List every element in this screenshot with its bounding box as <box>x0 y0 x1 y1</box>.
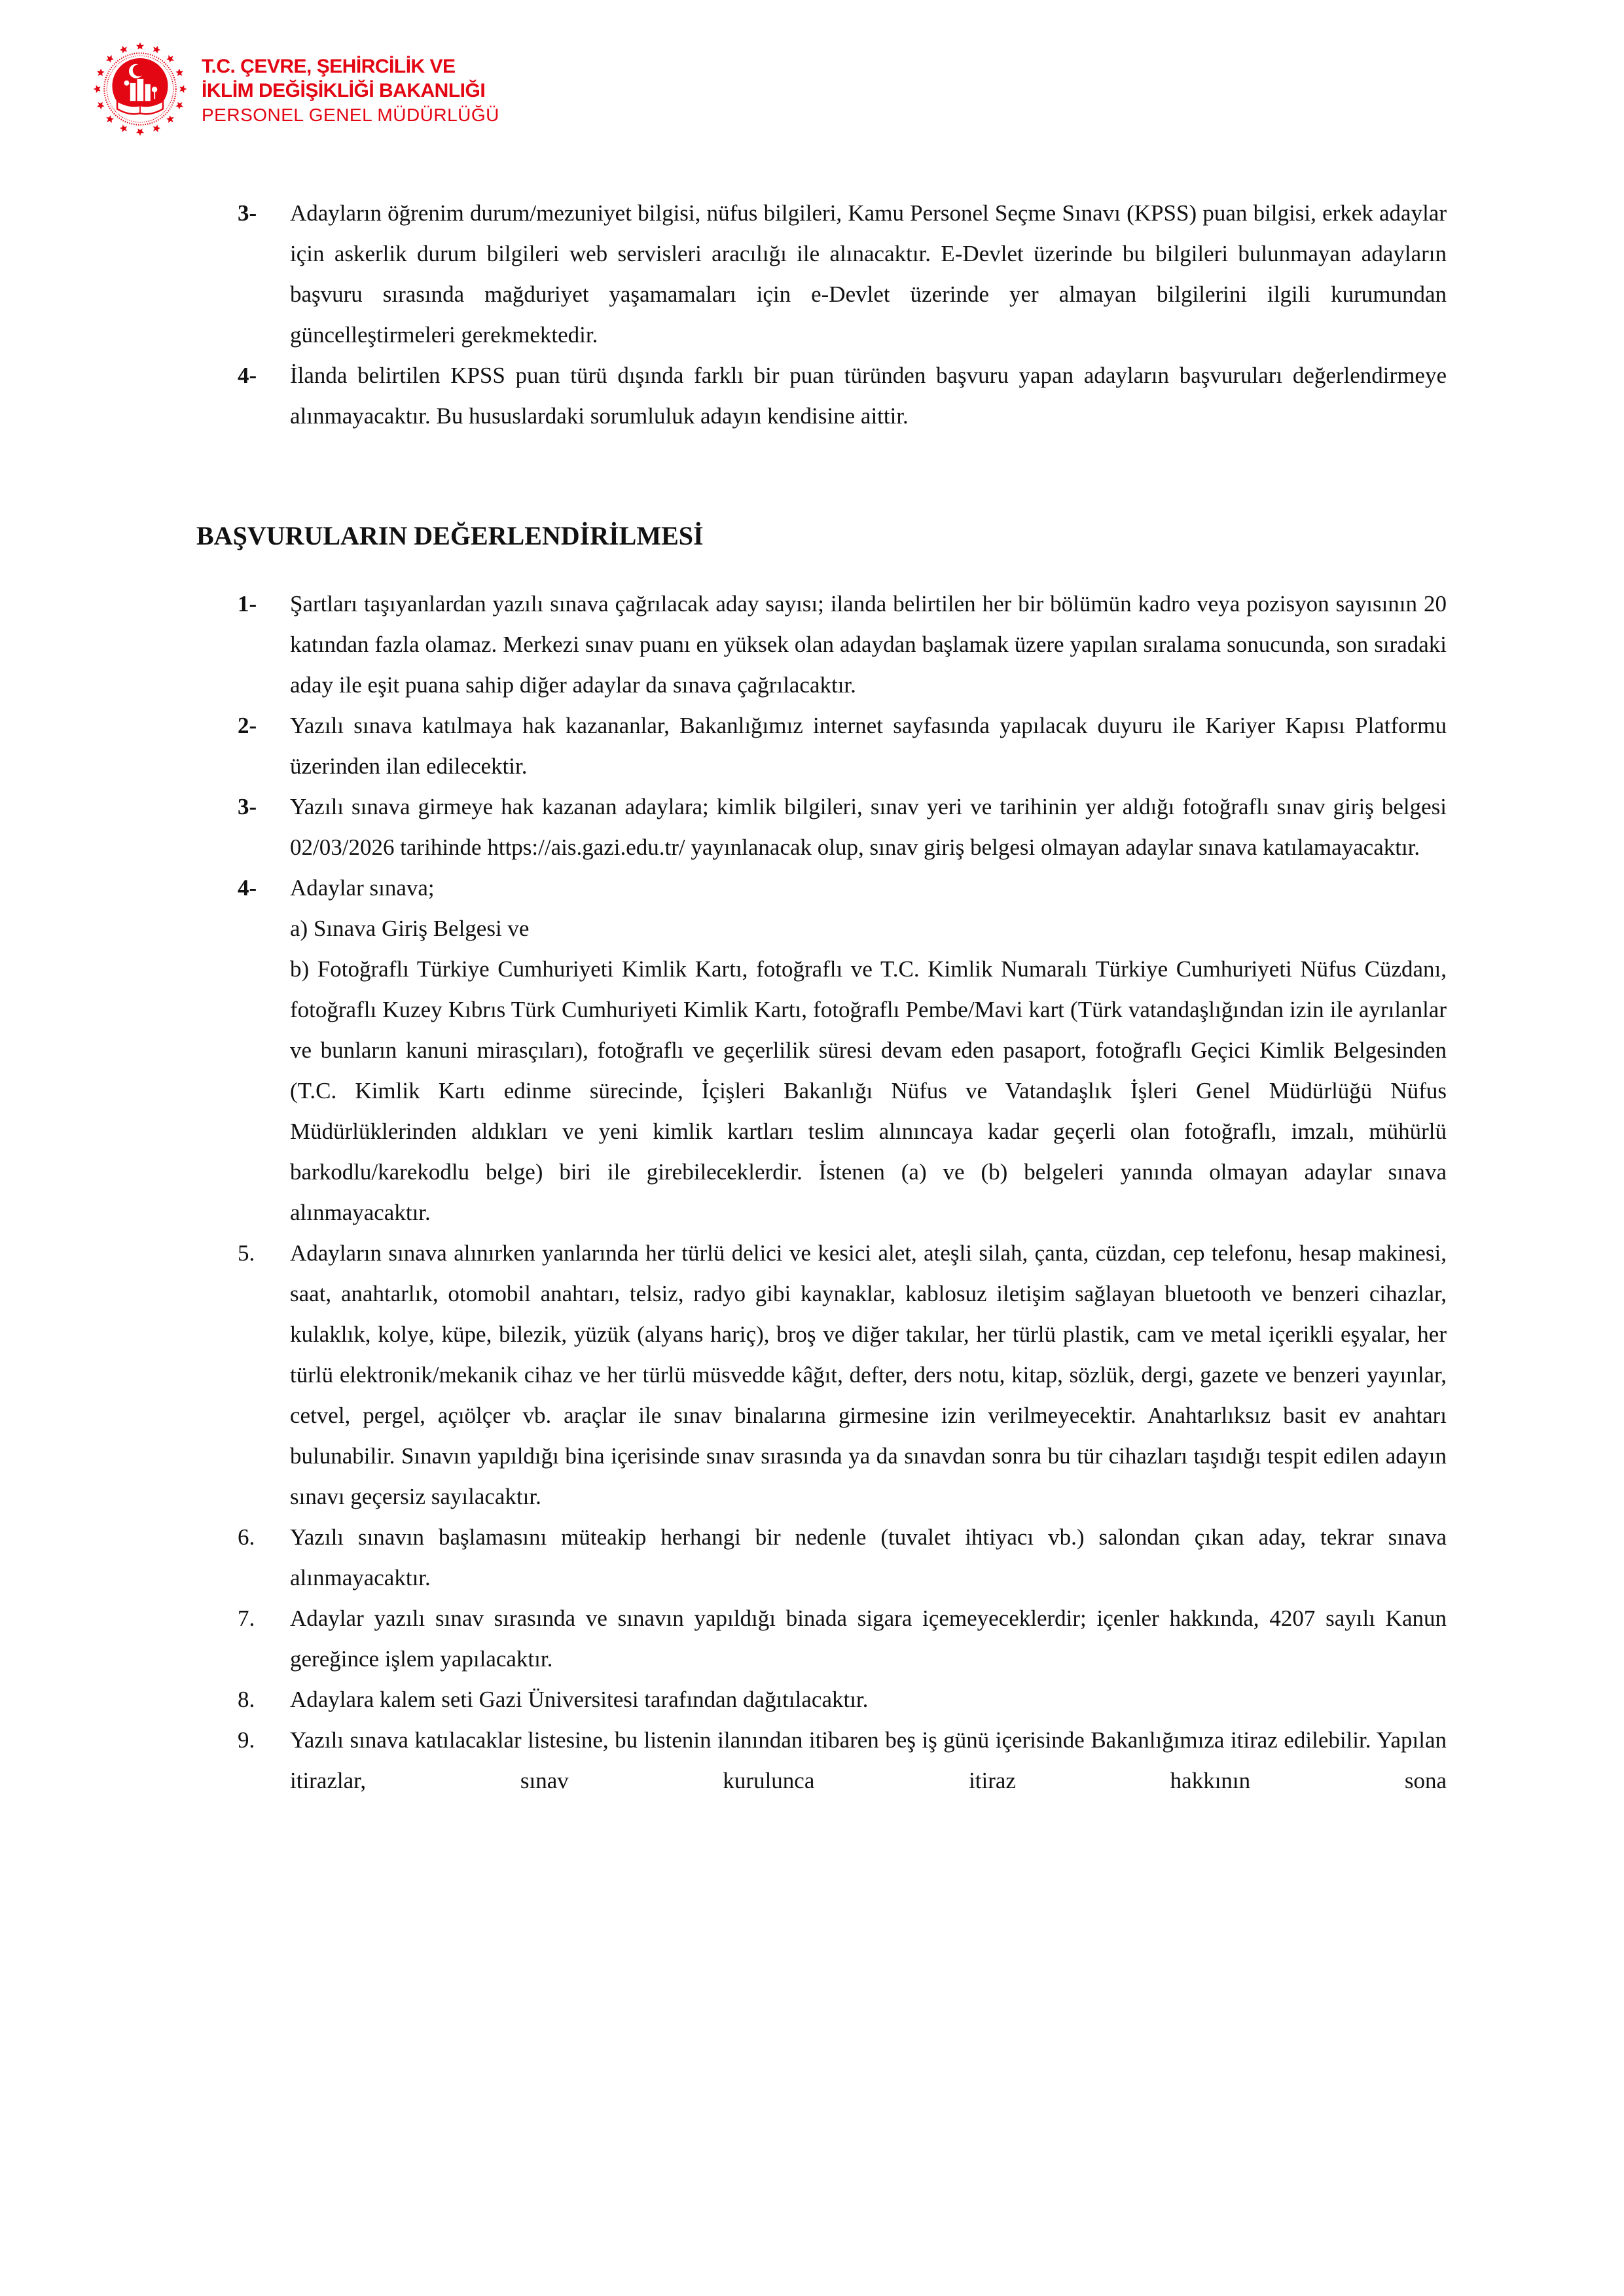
org-name-line3: PERSONEL GENEL MÜDÜRLÜĞÜ <box>202 105 499 125</box>
item-marker: 3- <box>238 794 257 819</box>
list-item <box>238 193 1447 355</box>
list-item <box>238 355 1447 437</box>
list-item <box>238 1233 1447 1517</box>
item-marker: 7. <box>238 1605 255 1631</box>
org-name-line1: T.C. ÇEVRE, ŞEHİRCİLİK VE <box>202 56 456 77</box>
item-marker: 4- <box>238 363 257 388</box>
item-marker: 4- <box>238 875 257 901</box>
item-text: Adayların sınava alınırken yanlarında her türlü delici ve kesici alet, ateşli silah, çanta, cüzdan, cep telefonu, hesap makinesi, saat, anahtarlık, otomobil anahtarı, telsiz, radyo gibi kaynaklar, kablosuz iletişim sağlayan bluetooth ve benzeri cihazlar, kulaklık, kolye, küpe, bilezik, yüzük (alyans hariç), broş ve diğer takılar, her türlü plastik, cam ve metal içerikli eşyalar, her türlü elektronik/mekanik cihaz ve her türlü müsvedde kâğıt, defter, ders notu, kitap, sözlük, dergi, gazete ve benzeri yayınlar, cetvel, pergel, açıölçer vb. araçlar ile sınav binalarına girmesine izin verilmeyecektir. Anahtarlıksız basit ev anahtarı bulunabilir. Sınavın yapıldığı bina içerisinde sınav sırasında ya da sınavdan sonra bu tür cihazları taşıdığı tespit edilen adayın sınavı geçersiz sayılacaktır. <box>290 1240 1447 1509</box>
item-text: Yazılı sınavın başlamasını müteakip herhangi bir nedenle (tuvalet ihtiyacı vb.) salondan çıkan aday, tekrar sınava alınmayacaktır. <box>290 1524 1447 1590</box>
item-text: Adaylara kalem seti Gazi Üniversitesi tarafından dağıtılacaktır. <box>290 1687 869 1712</box>
item-text: Yazılı sınava katılacaklar listesine, bu listenin ilanından itibaren beş iş günü içerisinde Bakanlığımıza itiraz edilebilir. Yapılan itirazlar, sınav kurulunca itiraz hakkının sona <box>290 1727 1447 1793</box>
list-item <box>238 868 1447 1233</box>
item-text: Yazılı sınava katılmaya hak kazananlar, Bakanlığımız internet sayfasında yapılacak duyuru ile Kariyer Kapısı Platformu üzerinden ilan edilecektir. <box>290 713 1447 779</box>
ministry-emblem-icon <box>90 39 190 142</box>
list-item <box>238 584 1447 706</box>
item-text: İlanda belirtilen KPSS puan türü dışında farklı bir puan türünden başvuru yapan adayların başvuruları değerlendirmeye alınmayacaktır. Bu hususlardaki sorumluluk adayın kendisine aittir. <box>290 363 1447 429</box>
item-marker: 8. <box>238 1687 255 1712</box>
item-text: Adaylar sınava; <box>290 875 435 901</box>
list-item <box>238 1720 1447 1801</box>
item-marker: 1- <box>238 591 257 617</box>
item-text: Yazılı sınava girmeye hak kazanan adaylara; kimlik bilgileri, sınav yeri ve tarihinin yer aldığı fotoğraflı sınav giriş belgesi 02/03/2026 tarihinde https://ais.gazi.edu.tr/ yayınlanacak olup, sınav giriş belgesi olmayan adaylar sınava katılamayacaktır. <box>290 794 1447 860</box>
item-text: Şartları taşıyanlardan yazılı sınava çağrılacak aday sayısı; ilanda belirtilen her bir bölümün kadro veya pozisyon sayısının 20 katından fazla olamaz. Merkezi sınav puanı en yüksek olan adaydan başlamak üzere yapılan sıralama sonucunda, son sıradaki aday ile eşit puana sahip diğer adaylar da sınava çağrılacaktır. <box>290 591 1447 698</box>
item-marker: 9. <box>238 1727 255 1753</box>
item-text: Adayların öğrenim durum/mezuniyet bilgisi, nüfus bilgileri, Kamu Personel Seçme Sınavı (KPSS) puan bilgisi, erkek adaylar için askerlik durum bilgileri web servisleri aracılığı ile alınacaktır. E-Devlet üzerinde bu bilgileri bulunmayan adayların başvuru sırasında mağduriyet yaşamamaları için e-Devlet üzerinde yer almayan bilgilerini ilgili kurumundan güncelleştirmeleri gerekmektedir. <box>290 200 1447 348</box>
item-text: Adaylar yazılı sınav sırasında ve sınavın yapıldığı binada sigara içemeyeceklerdir; içenler hakkında, 4207 sayılı Kanun gereğince işlem yapılacaktır. <box>290 1605 1447 1672</box>
list-item <box>238 787 1447 868</box>
item-marker: 2- <box>238 713 257 738</box>
list-item <box>238 1598 1447 1679</box>
list-item <box>238 706 1447 787</box>
item-marker: 6. <box>238 1524 255 1550</box>
sub-item-b: b) Fotoğraflı Türkiye Cumhuriyeti Kimlik Kartı, fotoğraflı ve T.C. Kimlik Numaralı Türkiye Cumhuriyeti Nüfus Cüzdanı, fotoğraflı Kuzey Kıbrıs Türk Cumhuriyeti Kimlik Kartı, fotoğraflı Pembe/Mavi kart (Türk vatandaşlığından izin ile ayrılanlar ve bunların kanuni mirasçıları), fotoğraflı ve geçerlilik süresi devam eden pasaport, fotoğraflı Geçici Kimlik Belgesinden (T.C. Kimlik Kartı edinme sürecinde, İçişleri Bakanlığı Nüfus ve Vatandaşlık İşleri Genel Müdürlüğü Nüfus Müdürlüklerinden aldıkları ve yeni kimlik kartları teslim alınıncaya kadar geçerli olan fotoğraflı, imzalı, mühürlü barkodlu/karekodlu belge) biri ile girebileceklerdir. İstenen (a) ve (b) belgeleri yanında olmayan adaylar sınava alınmayacaktır. <box>290 956 1447 1225</box>
item-marker: 3- <box>238 200 257 226</box>
document-body <box>196 193 1447 1801</box>
evaluation-list <box>238 584 1447 1801</box>
list-item <box>238 1679 1447 1720</box>
org-name-block <box>202 54 499 127</box>
list-item <box>238 1517 1447 1598</box>
item-marker: 5. <box>238 1240 255 1266</box>
letterhead <box>90 39 499 142</box>
sub-item-a: a) Sınava Giriş Belgesi ve <box>290 916 530 941</box>
section-title: BAŞVURULARIN DEĞERLENDİRİLMESİ <box>196 521 704 550</box>
intro-list <box>238 193 1447 437</box>
org-name-line2: İKLİM DEĞİŞİKLİĞİ BAKANLIĞI <box>202 80 486 101</box>
